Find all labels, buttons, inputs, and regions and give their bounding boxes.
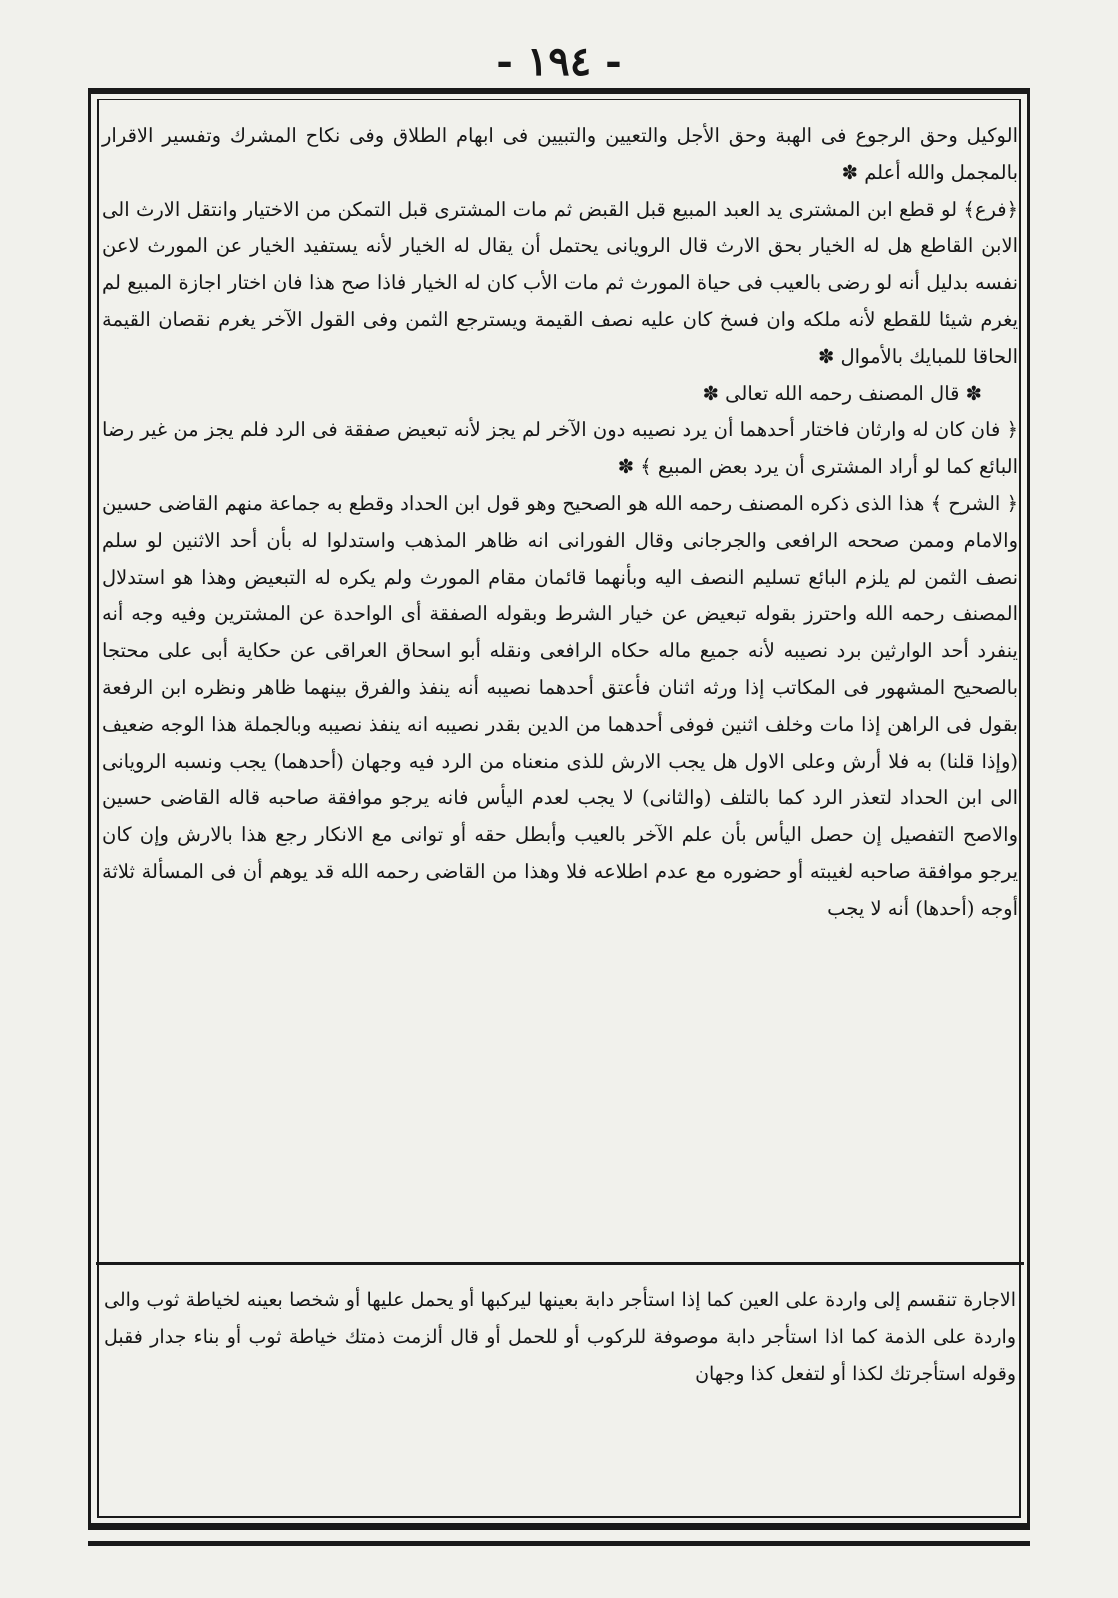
main-text-body [102,118,1018,928]
footnote-section [104,1282,1016,1393]
paragraph-commentary: ﴿ الشرح ﴾ هذا الذى ذكره المصنف رحمه الله هو الصحيح وهو قول ابن الحداد وقطع به جماعة منهم القاضى حسين والامام وممن صححه الرافعى والجرجانى وقال الفورانى انه ظاهر المذهب واستدلوا له بأن أحد الاثنين لو سلم نصف الثمن لم يلزم البائع تسليم النصف اليه وبأنهما قائمان مقام المورث ولم يكره له التبعيض وهذا هو استدلال المصنف رحمه الله واحترز بقوله تبعيض عن خيار الشرط وبقوله الصفقة أى الواحدة عن المشترين وفيه وجه أنه ينفرد أحد الوارثين برد نصيبه لأنه جميع ماله حكاه الرافعى ونقله أبو اسحاق العراقى عن حكاية أبى على محتجا بالصحيح المشهور فى المكاتب إذا ورثه اثنان فأعتق أحدهما نصيبه أنه ينفذ والفرق بينهما ظاهر ونظره ابن الرفعة بقول فى الراهن إذا مات وخلف اثنين فوفى أحدهما من الدين بقدر نصيبه انه ينفذ نصيبه وبالجملة هذا الوجه ضعيف (وإذا قلنا) به فلا أرش وعلى الاول هل يجب الارش للذى منعناه من الرد فيه وجهان (أحدهما) يجب ونسبه الرويانى الى ابن الحداد لتعذر الرد كما بالتلف (والثانى) لا يجب لعدم اليأس فانه يرجو موافقة صاحبه قاله القاضى حسين والاصح التفصيل إن حصل اليأس بأن علم الآخر بالعيب وأبطل حقه أو توانى مع الانكار رجع هذا بالارش وإن كان يرجو موافقة صاحبه لغيبته أو حضوره مع عدم اطلاعه فلا وهذا من القاضى رحمه الله قد يوهم أن فى المسألة ثلاثة أوجه (أحدها) أنه لا يجب [102,491,1018,920]
page-number: - ١٩٤ - [496,38,622,85]
paragraph-continuation: الوكيل وحق الرجوع فى الهبة وحق الأجل والتعيين والتبيين فى ابهام الطلاق وفى نكاح المشرك وتفسير الاقرار بالمجمل والله أعلم ✽ [102,124,1018,184]
footnote-text: الاجارة تنقسم إلى واردة على العين كما إذا استأجر دابة بعينها ليركبها أو يحمل عليها أو شخصا بعينه لخياطة ثوب والى واردة على الذمة كما اذا استأجر دابة موصوفة للركوب أو للحمل أو قال ألزمت ذمتك خياطة ثوب أو بناء جدار فقبل وقوله استأجرتك لكذا أو لتفعل كذا وجهان [104,1289,1016,1385]
footnote-divider [96,1262,1024,1265]
bottom-page-rule [88,1541,1030,1546]
paragraph-branch: ﴿فرع﴾ لو قطع ابن المشترى يد العبد المبيع قبل القبض ثم مات المشترى قبل التمكن من الاختيار وانتقل الارث الى الابن القاطع هل له الخيار بحق الارث قال الرويانى يحتمل أن يقال له الخيار لأنه يستفيد الخيار عن المورث لاعن نفسه بدليل أنه لو رضى بالعيب فى حياة المورث ثم مات الأب كان له الخيار فاذا صح هذا فان اختار اجازة المبيع لم يغرم شيئا للقطع لأنه ملكه وان فسخ كان عليه نصف القيمة ويسترجع الثمن وفى القول الآخر يغرم نقصان القيمة الحاقا للمبايك بالأموال ✽ [102,197,1018,368]
author-heading: ✽ قال المصنف رحمه الله تعالى ✽ [702,381,982,405]
paragraph-matn: ﴿ فان كان له وارثان فاختار أحدهما أن يرد نصيبه دون الآخر لم يجز لأنه تبعيض صفقة فى الرد فلم يجز من غير رضا البائع كما لو أراد المشترى أن يرد بعض المبيع ﴾ ✽ [102,418,1018,479]
